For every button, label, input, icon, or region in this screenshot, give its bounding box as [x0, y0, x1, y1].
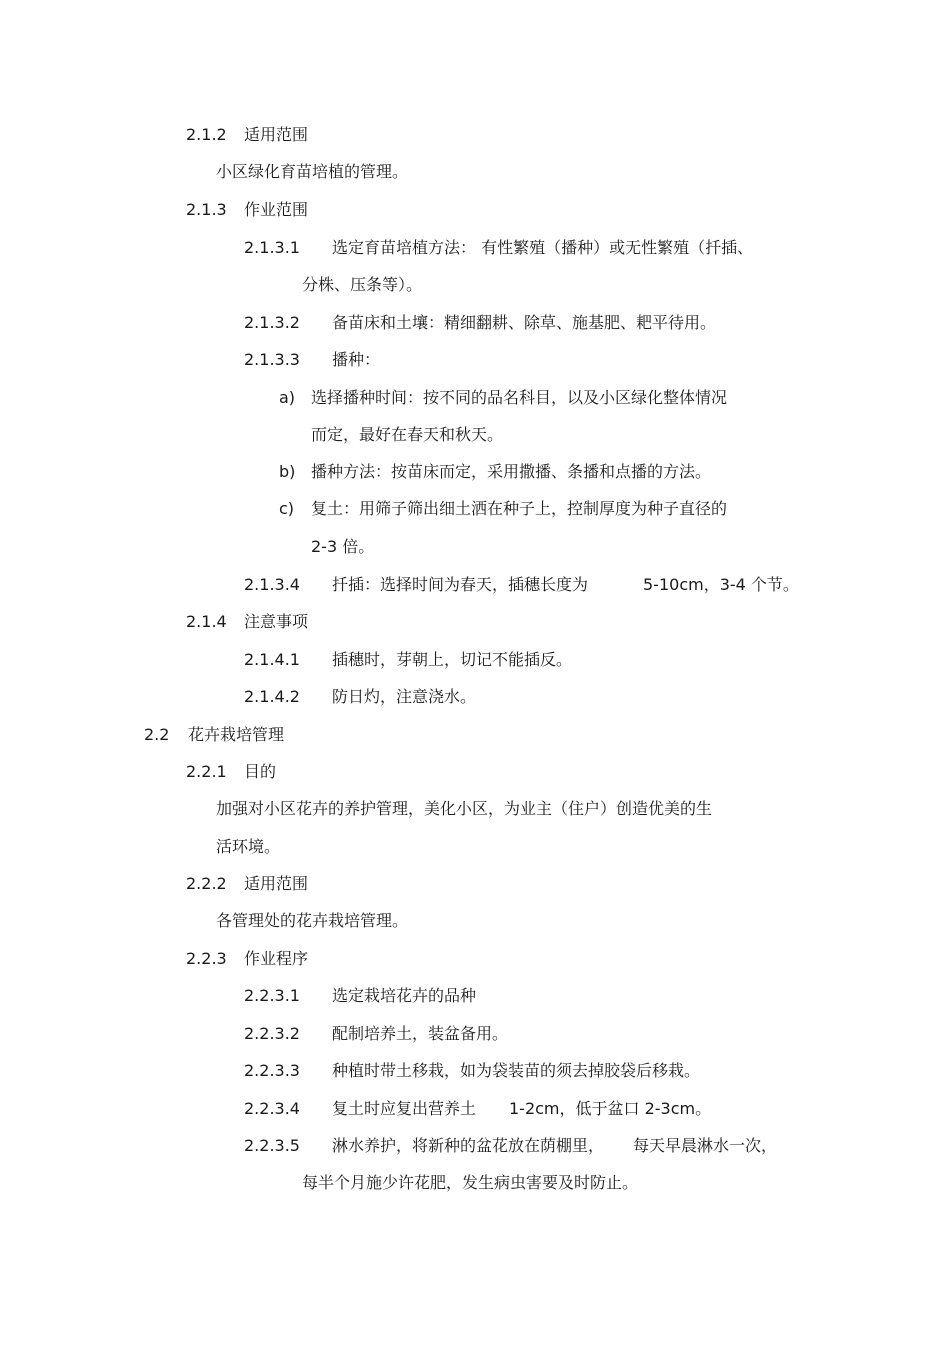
subsection-number: 2.1.3.2	[244, 313, 300, 332]
section-title: 适用范围	[244, 125, 309, 144]
section-title: 适用范围	[244, 874, 309, 893]
list-item-text: 复土：用筛子筛出细土洒在种子上，控制厚度为种子直径的	[311, 499, 728, 518]
section-number: 2.2.3	[186, 949, 227, 968]
section-number: 2.1.4	[186, 612, 227, 631]
subsection-number: 2.2.3.1	[244, 986, 300, 1005]
subsection-number: 2.2.3.4	[244, 1099, 300, 1118]
subsection-value: 1-2cm，低于盆口 2-3cm。	[509, 1099, 712, 1118]
section-title: 作业范围	[244, 200, 309, 219]
subsection-text: 配制培养土，装盆备用。	[332, 1024, 509, 1043]
subsection-number: 2.1.3.4	[244, 575, 300, 594]
subsection-number: 2.2.3.5	[244, 1136, 300, 1155]
subsection-text: 选定栽培花卉的品种	[332, 986, 477, 1005]
subsection-text: 播种：	[332, 350, 381, 369]
list-marker: c)	[279, 499, 295, 518]
subsection-number: 2.1.3.3	[244, 350, 300, 369]
subsection-text-cont: 每半个月施少许花肥，发生病虫害要及时防止。	[302, 1173, 639, 1192]
subsection-value: 5-10cm，3-4 个节。	[643, 575, 799, 594]
list-item-text-cont: 2-3 倍。	[311, 537, 375, 556]
section-body: 各管理处的花卉栽培管理。	[216, 911, 409, 930]
subsection-number: 2.2.3.3	[244, 1061, 300, 1080]
subsection-text: 防日灼，注意浇水。	[332, 687, 477, 706]
subsection-number: 2.2.3.2	[244, 1024, 300, 1043]
subsection-text-cont: 分株、压条等）。	[302, 275, 423, 294]
list-item-text: 选择播种时间：按不同的品名科目，以及小区绿化整体情况	[311, 388, 728, 407]
list-item-text: 播种方法：按苗床而定，采用撒播、条播和点播的方法。	[311, 462, 712, 481]
section-number: 2.2.2	[186, 874, 227, 893]
subsection-value: 每天早晨淋水一次，	[633, 1136, 778, 1155]
subsection-text: 扦插：选择时间为春天，插穗长度为	[332, 575, 589, 594]
list-item-text-cont: 而定，最好在春天和秋天。	[311, 425, 504, 444]
section-number: 2.1.3	[186, 200, 227, 219]
section-title: 注意事项	[244, 612, 309, 631]
subsection-text: 插穗时，芽朝上，切记不能插反。	[332, 650, 573, 669]
subsection-text: 备苗床和土壤：精细翻耕、除草、施基肥、耙平待用。	[332, 313, 717, 332]
section-title: 作业程序	[244, 949, 309, 968]
section-number: 2.2.1	[186, 762, 227, 781]
section-title: 目的	[244, 762, 277, 781]
list-marker: b)	[279, 462, 296, 481]
subsection-number: 2.1.4.1	[244, 650, 300, 669]
section-number: 2.1.2	[186, 125, 227, 144]
subsection-text: 淋水养护，将新种的盆花放在荫棚里，	[332, 1136, 605, 1155]
chapter-title: 花卉栽培管理	[188, 725, 285, 744]
section-body: 加强对小区花卉的养护管理，美化小区，为业主（住户）创造优美的生	[216, 799, 713, 818]
list-marker: a)	[279, 388, 296, 407]
subsection-number: 2.1.3.1	[244, 238, 300, 257]
subsection-text: 种植时带土移栽，如为袋装苗的须去掉胶袋后移栽。	[332, 1061, 701, 1080]
chapter-number: 2.2	[144, 725, 170, 744]
subsection-text: 复土时应复出营养土	[332, 1099, 477, 1118]
section-body: 小区绿化育苗培植的管理。	[216, 162, 409, 181]
subsection-number: 2.1.4.2	[244, 687, 300, 706]
subsection-text: 选定育苗培植方法： 有性繁殖（播种）或无性繁殖（扦插、	[332, 238, 754, 257]
section-body-cont: 活环境。	[216, 837, 281, 856]
